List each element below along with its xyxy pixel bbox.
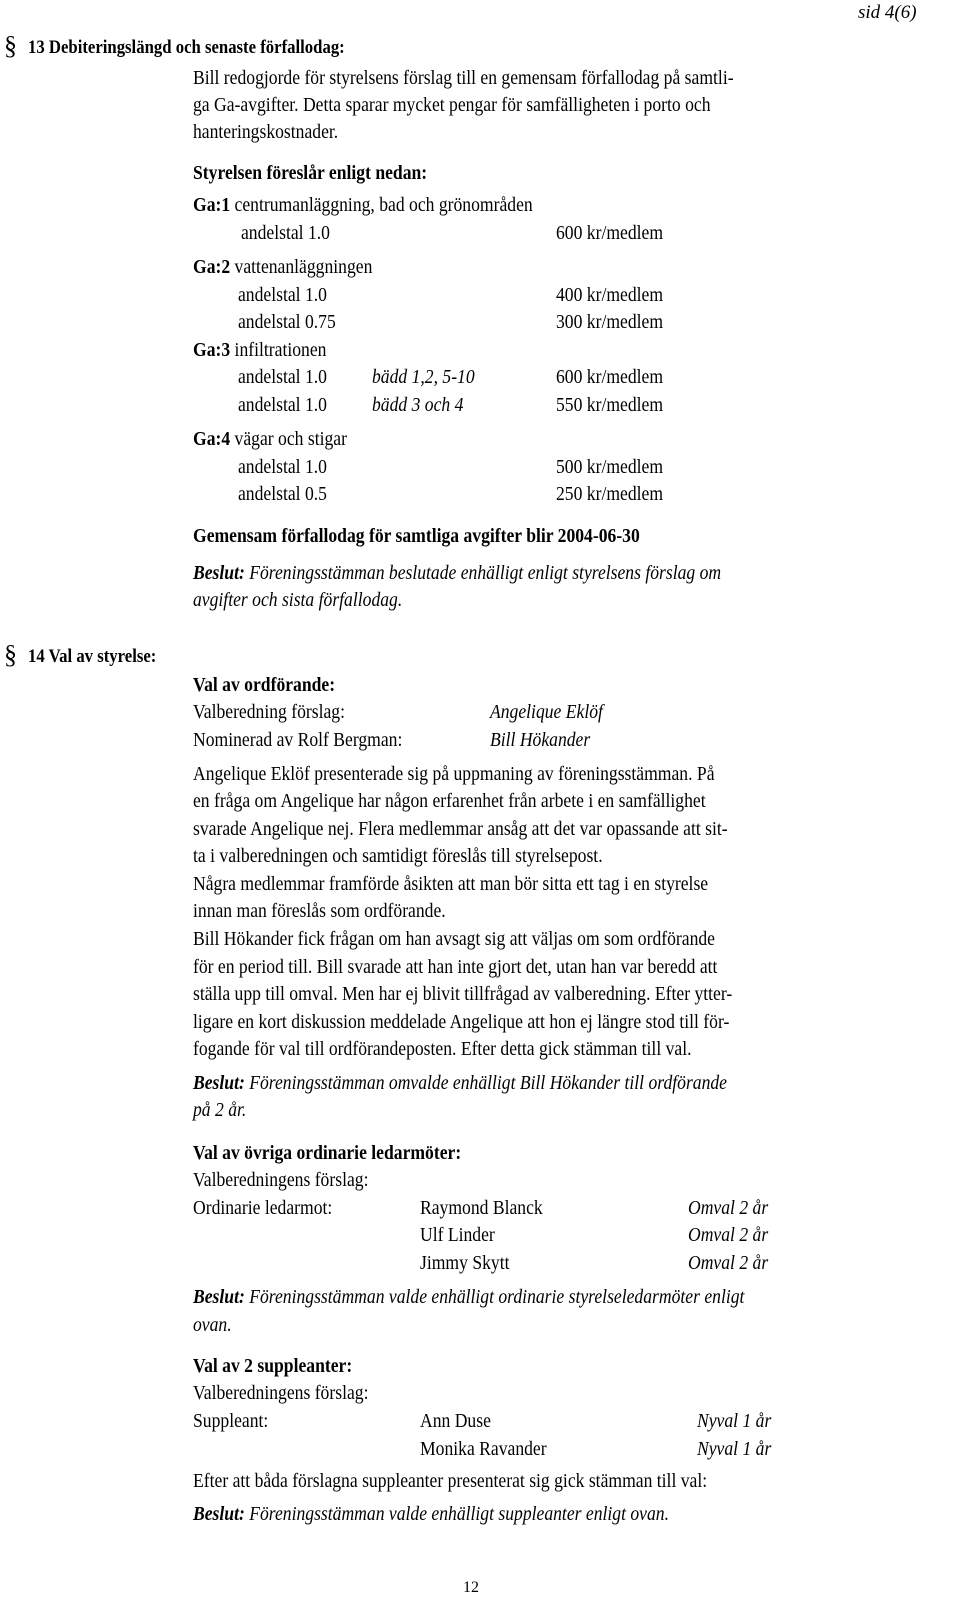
fee-amount: 500 kr/medlem — [556, 456, 664, 478]
ga-name: vägar och stigar — [234, 428, 347, 450]
fee-amount: 300 kr/medlem — [556, 311, 664, 333]
person-name: Ulf Linder — [420, 1224, 495, 1246]
person-term: Omval 2 år — [688, 1224, 769, 1246]
fee-amount: 400 kr/medlem — [556, 284, 664, 306]
paragraph-line: ligare en kort diskussion meddelade Angelique att hon ej längre stod till för- — [193, 1011, 730, 1033]
nominated-name: Bill Hökander — [490, 729, 591, 751]
decision-label: Beslut: — [193, 562, 245, 584]
members-heading: Val av övriga ordinarie ledarmöter: — [193, 1142, 462, 1164]
due-date-line: Gemensam förfallodag för samtliga avgifter blir 2004-06-30 — [193, 525, 640, 547]
decision-line: ovan. — [193, 1314, 232, 1336]
person-term: Omval 2 år — [688, 1197, 769, 1219]
decision-line: Beslut: Föreningsstämman valde enhälligt ordinarie styrelseledarmöter enligt — [193, 1286, 745, 1308]
fee-label: andelstal 1.0 — [238, 394, 327, 416]
person-term: Omval 2 år — [688, 1252, 769, 1274]
ga-code: Ga:1 — [193, 194, 231, 216]
role-label: Ordinarie ledarmot: — [193, 1197, 333, 1219]
proposal-heading: Styrelsen föreslår enligt nedan: — [193, 162, 428, 184]
nominated-label: Nominerad av Rolf Bergman: — [193, 729, 403, 751]
intro-line: hanteringskostnader. — [193, 121, 339, 143]
fee-label: andelstal 1.0 — [238, 456, 327, 478]
proposal-label: Valberedning förslag: — [193, 701, 346, 723]
section-13-heading: 13 Debiteringslängd och senaste förfallodag: — [28, 37, 345, 58]
ga-code: Ga:3 — [193, 339, 231, 361]
deputies-heading: Val av 2 suppleanter: — [193, 1355, 353, 1377]
paragraph-line: innan man föreslås som ordförande. — [193, 900, 446, 922]
ga-code: Ga:4 — [193, 428, 231, 450]
intro-line: ga Ga-avgifter. Detta sparar mycket pengar för samfälligheten i porto och — [193, 94, 711, 116]
page-number: 12 — [463, 1579, 479, 1596]
proposal-label: Valberedningens förslag: — [193, 1169, 369, 1191]
ga-group-title — [193, 257, 372, 277]
proposal-name: Angelique Eklöf — [490, 701, 603, 723]
fee-label: andelstal 1.0 — [241, 222, 330, 244]
person-term: Nyval 1 år — [697, 1438, 772, 1460]
page-label: sid 4(6) — [858, 2, 917, 23]
ga-name: vattenanläggningen — [234, 256, 373, 278]
person-term: Nyval 1 år — [697, 1410, 772, 1432]
fee-label: andelstal 1.0 — [238, 366, 327, 388]
decision-line: Beslut: Föreningsstämman omvalde enhälligt Bill Hökander till ordförande — [193, 1072, 728, 1094]
decision-label: Beslut: — [193, 1286, 245, 1308]
fee-label: andelstal 1.0 — [238, 284, 327, 306]
fee-amount: 250 kr/medlem — [556, 483, 664, 505]
section-sign-icon: § — [4, 31, 17, 60]
person-name: Ann Duse — [420, 1410, 491, 1432]
intro-line: Bill redogjorde för styrelsens förslag till en gemensam förfallodag på samtli- — [193, 67, 734, 89]
decision-line: avgifter och sista förfallodag. — [193, 589, 403, 611]
ga-group-title — [193, 429, 347, 449]
paragraph-line: Angelique Eklöf presenterade sig på uppmaning av föreningsstämman. På — [193, 763, 715, 785]
paragraph-line: för en period till. Bill svarade att han inte gjort det, utan han var beredd att — [193, 956, 718, 978]
paragraph-line: fogande för val till ordförandeposten. Efter detta gick stämman till val. — [193, 1038, 692, 1060]
ga-group-title — [193, 340, 326, 360]
fee-note: bädd 1,2, 5-10 — [372, 366, 475, 388]
paragraph-line: svarade Angelique nej. Flera medlemmar ansåg att det var opassande att sit- — [193, 818, 728, 840]
decision-line: Beslut: Föreningsstämman beslutade enhälligt enligt styrelsens förslag om — [193, 562, 722, 584]
role-label: Suppleant: — [193, 1410, 269, 1432]
decision-label: Beslut: — [193, 1503, 245, 1525]
fee-label: andelstal 0.5 — [238, 483, 327, 505]
ga-code: Ga:2 — [193, 256, 231, 278]
proposal-label: Valberedningens förslag: — [193, 1382, 369, 1404]
paragraph-line: en fråga om Angelique har någon erfarenhet från arbete i en samfällighet — [193, 790, 706, 812]
chair-heading: Val av ordförande: — [193, 674, 336, 696]
decision-label: Beslut: — [193, 1072, 245, 1094]
person-name: Raymond Blanck — [420, 1197, 543, 1219]
paragraph-line: Några medlemmar framförde åsikten att man bör sitta ett tag i en styrelse — [193, 873, 709, 895]
fee-label: andelstal 0.75 — [238, 311, 336, 333]
ga-name: centrumanläggning, bad och grönområden — [234, 194, 533, 216]
fee-amount: 600 kr/medlem — [556, 222, 664, 244]
decision-line: Beslut: Föreningsstämman valde enhälligt suppleanter enligt ovan. — [193, 1503, 669, 1525]
person-name: Jimmy Skytt — [420, 1252, 510, 1274]
paragraph-line: ställa upp till omval. Men har ej blivit tillfrågad av valberedning. Efter ytter- — [193, 983, 733, 1005]
decision-line: på 2 år. — [193, 1099, 247, 1121]
paragraph-line: ta i valberedningen och samtidigt föreslås till styrelsepost. — [193, 845, 603, 867]
section-sign-icon: § — [4, 640, 17, 669]
fee-amount: 550 kr/medlem — [556, 394, 664, 416]
person-name: Monika Ravander — [420, 1438, 547, 1460]
fee-amount: 600 kr/medlem — [556, 366, 664, 388]
ga-group-title — [193, 195, 533, 215]
after-text: Efter att båda förslagna suppleanter presenterat sig gick stämman till val: — [193, 1470, 708, 1492]
ga-name: infiltrationen — [234, 339, 327, 361]
section-14-heading: 14 Val av styrelse: — [28, 646, 157, 667]
fee-note: bädd 3 och 4 — [372, 394, 464, 416]
paragraph-line: Bill Hökander fick frågan om han avsagt sig att väljas om som ordförande — [193, 928, 716, 950]
